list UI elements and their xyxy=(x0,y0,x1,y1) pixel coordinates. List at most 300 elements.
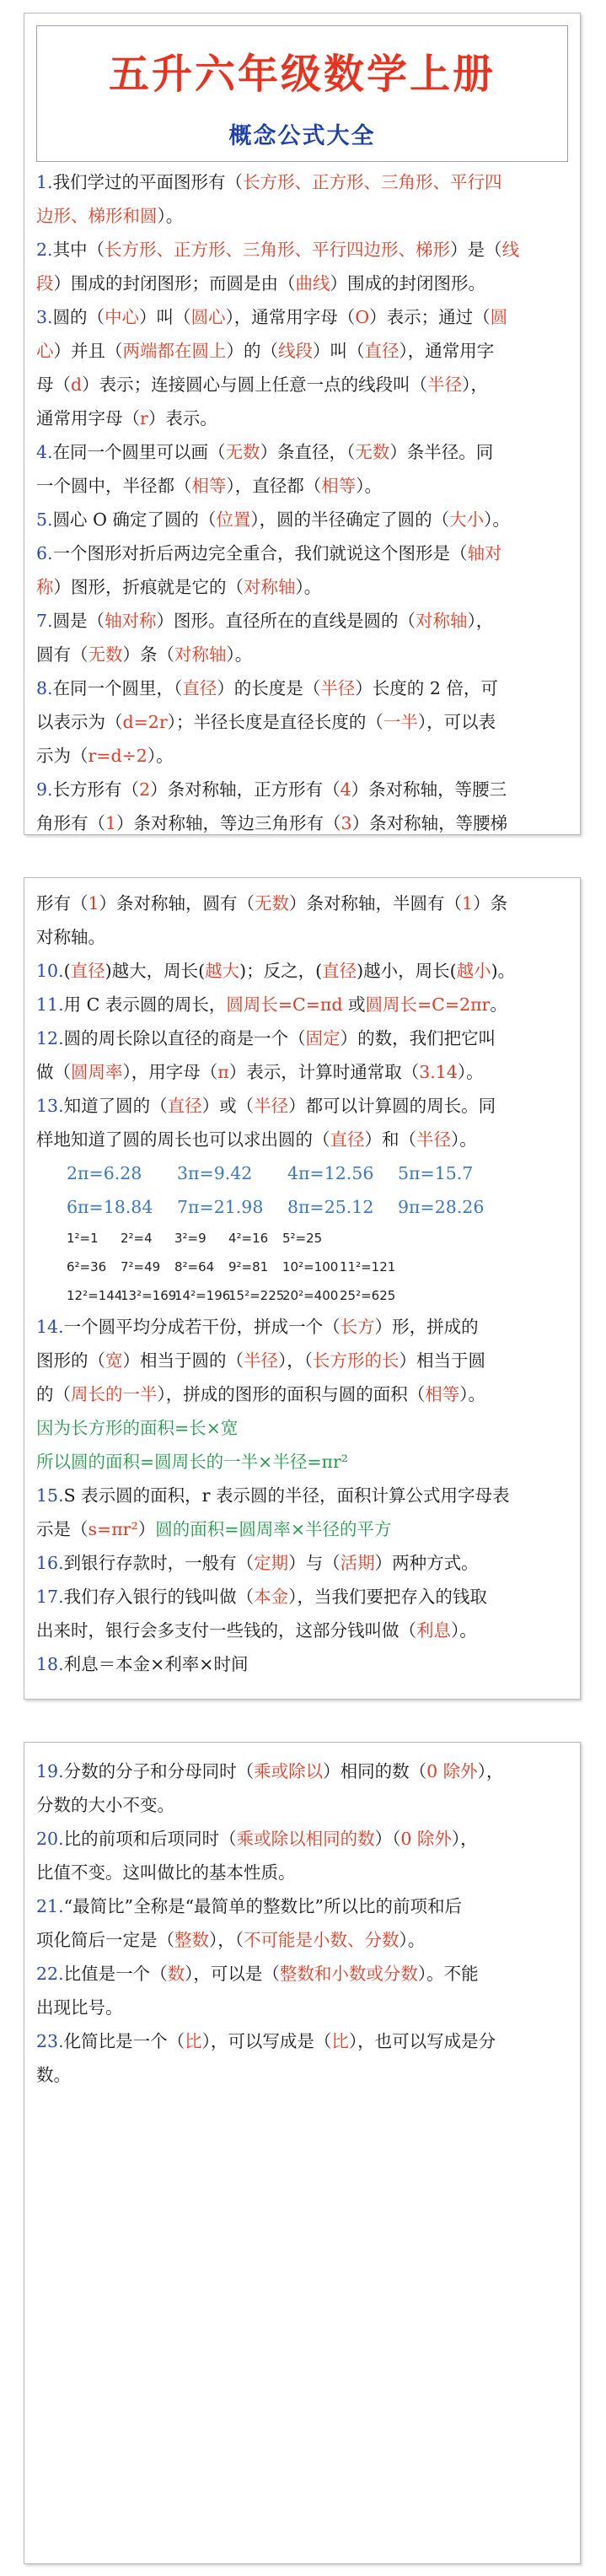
answer-text: 固定 xyxy=(305,1028,341,1048)
body-text: 以表示为（ xyxy=(36,712,123,732)
body-text: 圆的周长除以直径的商是一个（ xyxy=(63,1028,306,1048)
content-section-3 xyxy=(36,1754,567,2092)
answer-text: 一半 xyxy=(383,712,418,732)
body-text: ）；半径长度是直径长度的（ xyxy=(167,712,383,732)
body-text: 知道了圆的（ xyxy=(63,1096,168,1116)
body-text: )；反之，( xyxy=(239,961,323,981)
body-text: ）表示，计算时通常取（ xyxy=(228,1062,420,1082)
body-text: ）， xyxy=(467,611,494,631)
item-number: 8. xyxy=(36,678,53,698)
pi-table xyxy=(36,1156,567,1224)
item-number: 19. xyxy=(36,1761,64,1781)
text-line xyxy=(36,1089,567,1123)
body-text: )越小，周长( xyxy=(357,961,457,981)
text-line xyxy=(36,604,567,638)
text-line xyxy=(36,435,567,469)
body-text: ）和（ xyxy=(364,1129,416,1150)
body-text: ）是（ xyxy=(450,240,502,260)
text-line xyxy=(36,300,567,334)
body-text: ）围成的封闭图形。 xyxy=(330,273,485,294)
body-text: 比的前项和后项同时（ xyxy=(63,1829,237,1849)
text-line xyxy=(36,1991,567,2024)
answer-text: 轴对称 xyxy=(105,611,157,631)
page-card-3 xyxy=(24,1742,581,2564)
item-number: 5. xyxy=(36,509,53,530)
pi-row xyxy=(36,1190,567,1224)
pi-row xyxy=(36,1156,567,1190)
answer-text: 轴对 xyxy=(467,543,502,563)
body-text: 长方形有（ xyxy=(52,779,140,800)
body-text: ）的（ xyxy=(226,341,278,361)
body-text: 出现比号。 xyxy=(36,1997,123,2018)
body-text: ），当我们要把存入的钱取 xyxy=(288,1587,487,1607)
text-line xyxy=(36,1856,567,1889)
body-text: 用 C 表示圆的周长， xyxy=(63,994,227,1015)
text-line xyxy=(36,887,567,920)
body-text: ）。 xyxy=(451,1620,477,1641)
body-text: 化简比是一个（ xyxy=(63,2031,185,2051)
body-text: ），直径都（ xyxy=(226,476,322,496)
item-number: 23. xyxy=(36,2031,64,2051)
body-text: ）条对称轴，圆有（ xyxy=(99,893,255,913)
answer-text: r xyxy=(140,408,148,428)
body-text: ），可以写成是（ xyxy=(201,2031,332,2051)
pi-value: 9π=28.26 xyxy=(398,1197,485,1217)
answer-text: 乘或除以相同的数 xyxy=(236,1829,375,1849)
pi-value: 6π=18.84 xyxy=(67,1197,153,1217)
text-line xyxy=(36,2024,567,2058)
square-value: 15²=225 xyxy=(228,1288,285,1303)
page-subtitle: 概念公式大全 xyxy=(228,123,376,149)
page-title: 五升六年级数学上册 xyxy=(108,51,496,98)
text-line xyxy=(36,334,567,368)
page-card-2 xyxy=(24,877,581,1700)
body-text: 对称轴。 xyxy=(36,927,105,947)
text-line xyxy=(36,1788,567,1822)
answer-text: 4 xyxy=(340,779,351,800)
body-text: ）。 xyxy=(451,1129,477,1150)
answer-text: 0 除外 xyxy=(426,1761,478,1781)
body-text: ），用字母（ xyxy=(122,1062,218,1082)
answer-text: 对称轴 xyxy=(244,577,296,597)
body-text: ）图形。直径所在的直线是圆的（ xyxy=(156,611,416,631)
body-text: )越大，周长( xyxy=(105,961,206,981)
square-value: 3²=9 xyxy=(174,1231,206,1246)
answer-text: 心 xyxy=(36,341,54,361)
text-line xyxy=(36,1957,567,1991)
body-text: ）条对称轴，等腰三 xyxy=(351,779,507,800)
answer-text: 整数 xyxy=(174,1930,209,1950)
item-number: 1. xyxy=(36,172,53,192)
text-line xyxy=(36,536,567,570)
body-text: 比值是一个（ xyxy=(63,1964,168,1984)
answer-text: 数 xyxy=(167,1964,185,1984)
body-text: 角形有（ xyxy=(36,813,105,833)
body-text: ）相同的数（ xyxy=(323,1761,427,1781)
answer-text: 直径 xyxy=(330,1129,365,1150)
body-text: ）两种方式。 xyxy=(374,1553,479,1573)
item-number: 4. xyxy=(36,442,53,462)
body-text: ），可以表 xyxy=(417,712,496,732)
answer-text: 长方形、正方形、三角形、平行四边形、梯形 xyxy=(105,240,451,260)
body-text: 形有（ xyxy=(36,893,88,913)
answer-text: 直径 xyxy=(167,1096,202,1116)
square-table xyxy=(36,1224,567,1310)
body-text: ）叫（ xyxy=(139,307,191,327)
answer-text: 1 xyxy=(88,893,99,913)
item-number: 6. xyxy=(36,543,53,563)
body-text: 我们学过的平面图形有（ xyxy=(52,172,244,192)
text-line xyxy=(36,267,567,300)
text-line xyxy=(36,1512,567,1546)
body-text: 示为（ xyxy=(36,746,88,766)
body-text: ），（ xyxy=(278,1350,313,1371)
text-line xyxy=(36,1445,567,1479)
item-number: 14. xyxy=(36,1317,64,1337)
body-text: ( xyxy=(63,961,71,981)
formula-text: 圆的面积=圆周率×半径的平方 xyxy=(155,1519,392,1539)
text-line xyxy=(36,1580,567,1614)
answer-text: 边形、梯形和圆 xyxy=(36,206,158,226)
body-text: ）条 xyxy=(473,893,508,913)
text-line xyxy=(36,954,567,988)
item-number: 3. xyxy=(36,307,53,327)
paragraph-group-2a xyxy=(36,887,567,1156)
body-text: ）（ xyxy=(374,1829,401,1849)
answer-text: 3.14 xyxy=(419,1062,458,1082)
body-text: ）表示；通过（ xyxy=(369,307,491,327)
text-line xyxy=(36,165,567,199)
body-text: ） xyxy=(137,1519,156,1539)
text-line xyxy=(36,1614,567,1647)
body-text: ）叫（ xyxy=(313,341,365,361)
answer-text: 线 xyxy=(501,240,520,260)
answer-text: 直径 xyxy=(70,961,105,981)
text-line xyxy=(36,920,567,954)
body-text: ）， xyxy=(451,1829,478,1849)
answer-text: 圆周长=C=2πr xyxy=(365,994,491,1015)
answer-text: 无数 xyxy=(225,442,260,462)
square-row xyxy=(36,1224,567,1253)
body-text: 其中（ xyxy=(52,240,105,260)
body-text: 母（ xyxy=(36,375,71,395)
body-text: ）条对称轴，等边三角形有（ xyxy=(116,813,341,833)
answer-text: 1 xyxy=(462,893,474,913)
body-text: 项化简后一定是（ xyxy=(36,1930,174,1950)
body-text: 一个圆平均分成若干份，拼成一个（ xyxy=(63,1317,341,1337)
body-text: ）。 xyxy=(457,1062,484,1082)
answer-text: 段 xyxy=(36,273,54,294)
answer-text: 位置 xyxy=(216,509,251,530)
body-text: ），通常用字母（ xyxy=(225,307,356,327)
body-text: 出来时，银行会多支付一些钱的，这部分钱叫做（ xyxy=(36,1620,416,1641)
square-row xyxy=(36,1281,567,1310)
body-text: ）与（ xyxy=(288,1553,341,1573)
answer-text: 直径 xyxy=(182,678,217,698)
body-text: 在同一个圆里，（ xyxy=(52,678,183,698)
body-text: ）图形，折痕就是它的（ xyxy=(53,577,244,597)
answer-text: 直径 xyxy=(364,341,400,361)
answer-text: 长方形、正方形、三角形、平行四 xyxy=(243,172,502,192)
text-line xyxy=(36,1754,567,1788)
text-line xyxy=(36,503,567,536)
answer-text: 越小 xyxy=(456,961,491,981)
item-number: 9. xyxy=(36,779,53,800)
body-text: 一个圆中，半径都（ xyxy=(36,476,192,496)
body-text: 在同一个圆里可以画（ xyxy=(52,442,226,462)
formula-text: 因为长方形的面积=长×宽 xyxy=(36,1418,239,1438)
item-number: 21. xyxy=(36,1896,64,1916)
square-value: 11²=121 xyxy=(340,1259,396,1275)
text-line xyxy=(36,469,567,503)
text-line xyxy=(36,233,567,267)
answer-text: 半径 xyxy=(416,1129,451,1150)
body-text: ）。 xyxy=(147,746,174,766)
answer-text: 半径 xyxy=(254,1096,289,1116)
answer-text: π xyxy=(217,1062,229,1082)
body-text: ），也可以写成是分 xyxy=(348,2031,496,2051)
body-text: 圆有（ xyxy=(36,644,88,665)
square-value: 12²=144 xyxy=(67,1288,123,1303)
text-line xyxy=(36,1822,567,1856)
square-value: 25²=625 xyxy=(340,1288,396,1303)
body-text: ）条直径，（ xyxy=(260,442,356,462)
text-line xyxy=(36,1889,567,1923)
answer-text: 0 除外 xyxy=(400,1829,452,1849)
body-text: ）条对称轴，正方形有（ xyxy=(150,779,341,800)
square-value: 9²=81 xyxy=(228,1259,269,1275)
text-line xyxy=(36,806,567,840)
answer-text: d xyxy=(71,375,83,395)
answer-text: 圆 xyxy=(490,307,508,327)
text-line xyxy=(36,401,567,435)
body-text: ）， xyxy=(477,1761,504,1781)
square-value: 6²=36 xyxy=(67,1259,107,1275)
text-line xyxy=(36,2058,567,2092)
square-value: 20²=400 xyxy=(282,1288,339,1303)
text-line xyxy=(36,1546,567,1580)
answer-text: 中心 xyxy=(105,307,140,327)
answer-text: 定期 xyxy=(254,1553,289,1573)
body-text: 分数的大小不变。 xyxy=(36,1795,174,1815)
answer-text: 比 xyxy=(331,2031,349,2051)
body-text: ）的数，我们把它叫 xyxy=(340,1028,496,1048)
item-number: 17. xyxy=(36,1587,64,1607)
body-text: 示是（ xyxy=(36,1519,88,1539)
answer-text: 直径 xyxy=(322,961,357,981)
text-line xyxy=(36,1123,567,1156)
answer-text: 对称轴 xyxy=(416,611,468,631)
text-line xyxy=(36,1310,567,1344)
body-text: ）表示；连接圆心与圆上任意一点的线段叫（ xyxy=(82,375,428,395)
body-text: ）。 xyxy=(226,644,253,665)
answer-text: 圆周长=C=πd xyxy=(226,994,343,1015)
answer-text: 两端都在圆上 xyxy=(122,341,227,361)
square-value: 13²=169 xyxy=(121,1288,177,1303)
body-text: 的（ xyxy=(36,1384,71,1404)
pi-value: 7π=21.98 xyxy=(177,1197,264,1217)
item-number: 10. xyxy=(36,961,64,981)
answer-text: 越大 xyxy=(205,961,240,981)
answer-text: 周长的一半 xyxy=(71,1384,158,1404)
answer-text: 无数 xyxy=(88,644,123,665)
body-text: ），圆的半径确定了圆的（ xyxy=(250,509,450,530)
body-text: 圆心 O 确定了圆的（ xyxy=(52,509,217,530)
item-number: 2. xyxy=(36,240,53,260)
answer-text: 活期 xyxy=(340,1553,375,1573)
answer-text: 相等 xyxy=(191,476,227,496)
item-number: 22. xyxy=(36,1964,64,1984)
body-text: ）。 xyxy=(399,1930,426,1950)
text-line xyxy=(36,739,567,773)
answer-text: s=πr² xyxy=(88,1519,138,1539)
body-text: ）。 xyxy=(295,577,322,597)
body-text: 一个图形对折后两边完全重合，我们就说这个图形是（ xyxy=(52,543,468,563)
text-line xyxy=(36,705,567,739)
body-text: 通常用字母（ xyxy=(36,408,140,428)
text-line xyxy=(36,1055,567,1089)
content-section-2 xyxy=(36,887,567,1681)
item-number: 11. xyxy=(36,994,64,1015)
body-text: ），可以是（ xyxy=(185,1964,280,1984)
answer-text: 圆周率 xyxy=(71,1062,123,1082)
answer-text: 无数 xyxy=(255,893,290,913)
body-text: ）。 xyxy=(459,1384,485,1404)
pi-value: 3π=9.42 xyxy=(177,1163,253,1183)
text-line xyxy=(36,1479,567,1512)
body-text: ），通常用字 xyxy=(399,341,495,361)
answer-text: 半径 xyxy=(244,1350,278,1371)
text-line xyxy=(36,368,567,401)
body-text: 。 xyxy=(490,994,507,1015)
text-line xyxy=(36,1344,567,1377)
answer-text: 1 xyxy=(105,813,117,833)
answer-text: r=d÷2 xyxy=(88,746,147,766)
item-number: 16. xyxy=(36,1553,64,1573)
square-value: 10²=100 xyxy=(282,1259,339,1275)
text-line xyxy=(36,570,567,604)
square-value: 14²=196 xyxy=(174,1288,231,1303)
body-text: 到银行存款时，一般有（ xyxy=(63,1553,255,1573)
answer-text: 大小 xyxy=(449,509,485,530)
item-number: 12. xyxy=(36,1028,64,1048)
body-text: ），拼成的图形的面积与圆的面积（ xyxy=(157,1384,426,1404)
square-value: 8²=64 xyxy=(174,1259,215,1275)
item-number: 18. xyxy=(36,1654,64,1674)
item-number: 15. xyxy=(36,1485,64,1506)
answer-text: 不可能是小数、分数 xyxy=(244,1930,400,1950)
answer-text: 乘或除以 xyxy=(254,1761,324,1781)
answer-text: 比 xyxy=(185,2031,202,2051)
body-text: ）条对称轴，等腰梯 xyxy=(351,813,508,833)
body-text: 圆是（ xyxy=(52,611,105,631)
answer-text: 圆心 xyxy=(190,307,226,327)
answer-text: 曲线 xyxy=(295,273,330,294)
text-line xyxy=(36,1411,567,1445)
body-text: )。 xyxy=(491,961,516,981)
square-value: 4²=16 xyxy=(228,1231,269,1246)
body-text: ），（ xyxy=(209,1930,244,1950)
square-value: 5²=25 xyxy=(282,1231,323,1246)
body-text: “最简比”全称是“最简单的整数比”所以比的前项和后 xyxy=(63,1896,463,1916)
item-number: 7. xyxy=(36,611,53,631)
body-text: ）形，拼成的 xyxy=(374,1317,479,1337)
body-text: ）， xyxy=(462,375,488,395)
square-value: 2²=4 xyxy=(121,1231,153,1246)
answer-text: 相等 xyxy=(425,1384,460,1404)
paragraph-group-2b xyxy=(36,1310,567,1681)
answer-text: O xyxy=(355,307,370,327)
item-number: 13. xyxy=(36,1096,64,1116)
answer-text: 无数 xyxy=(355,442,390,462)
body-text: ）长度的 2 倍，可 xyxy=(355,678,498,698)
body-text: ）相当于圆 xyxy=(399,1350,485,1371)
body-text: ）相当于圆的（ xyxy=(122,1350,244,1371)
body-text: 圆的（ xyxy=(52,307,105,327)
content-section-1 xyxy=(36,165,567,840)
body-text: 或 xyxy=(342,994,366,1015)
page-card-1 xyxy=(24,13,581,835)
text-line xyxy=(36,638,567,671)
pi-value: 4π=12.56 xyxy=(287,1163,374,1183)
body-text: 我们存入银行的钱叫做（ xyxy=(63,1587,255,1607)
text-line xyxy=(36,1647,567,1681)
body-text: ）围成的封闭图形；而圆是由（ xyxy=(53,273,296,294)
answer-text: 本金 xyxy=(254,1587,289,1607)
answer-text: 3 xyxy=(341,813,352,833)
body-text: ）。 xyxy=(356,476,382,496)
answer-text: 利息 xyxy=(416,1620,451,1641)
body-text: 数。 xyxy=(36,2065,71,2085)
answer-text: 相等 xyxy=(321,476,357,496)
body-text: 利息＝本金×利率×时间 xyxy=(63,1654,249,1674)
body-text: ）。不能 xyxy=(417,1964,479,1984)
answer-text: 线段 xyxy=(278,341,313,361)
body-text: 做（ xyxy=(36,1062,71,1082)
body-text: ）条对称轴，半圆有（ xyxy=(289,893,463,913)
answer-text: 长方 xyxy=(340,1317,375,1337)
body-text: 比值不变。这叫做比的基本性质。 xyxy=(36,1862,296,1883)
body-text: ）都可以计算圆的周长。同 xyxy=(288,1096,496,1116)
square-value: 1²=1 xyxy=(67,1231,99,1246)
text-line xyxy=(36,1377,567,1411)
body-text: ）表示。 xyxy=(147,408,217,428)
pi-value: 2π=6.28 xyxy=(67,1163,142,1183)
body-text: S 表示圆的面积，r 表示圆的半径，面积计算公式用字母表 xyxy=(63,1485,510,1506)
body-text: 分数的分子和分母同时（ xyxy=(63,1761,255,1781)
body-text: ）的长度是（ xyxy=(217,678,321,698)
body-text: ）。 xyxy=(157,206,184,226)
text-line xyxy=(36,671,567,705)
pi-value: 5π=15.7 xyxy=(398,1163,474,1183)
body-text: ）条（ xyxy=(122,644,174,665)
body-text: ）条半径。同 xyxy=(389,442,494,462)
square-value: 7²=49 xyxy=(121,1259,161,1275)
answer-text: 称 xyxy=(36,577,54,597)
formula-text: 所以圆的面积=圆周长的一半×半径=πr² xyxy=(36,1452,349,1472)
answer-text: 2 xyxy=(139,779,151,800)
body-text: ）并且（ xyxy=(53,341,123,361)
body-text: 样地知道了圆的周长也可以求出圆的（ xyxy=(36,1129,330,1150)
answer-text: 半径 xyxy=(320,678,356,698)
body-text: 图形的（ xyxy=(36,1350,105,1371)
answer-text: 长方形的长 xyxy=(313,1350,400,1371)
text-line xyxy=(36,773,567,806)
pi-value: 8π=25.12 xyxy=(287,1197,374,1217)
answer-text: 宽 xyxy=(105,1350,123,1371)
text-line xyxy=(36,199,567,233)
body-text: ）。 xyxy=(484,509,510,530)
